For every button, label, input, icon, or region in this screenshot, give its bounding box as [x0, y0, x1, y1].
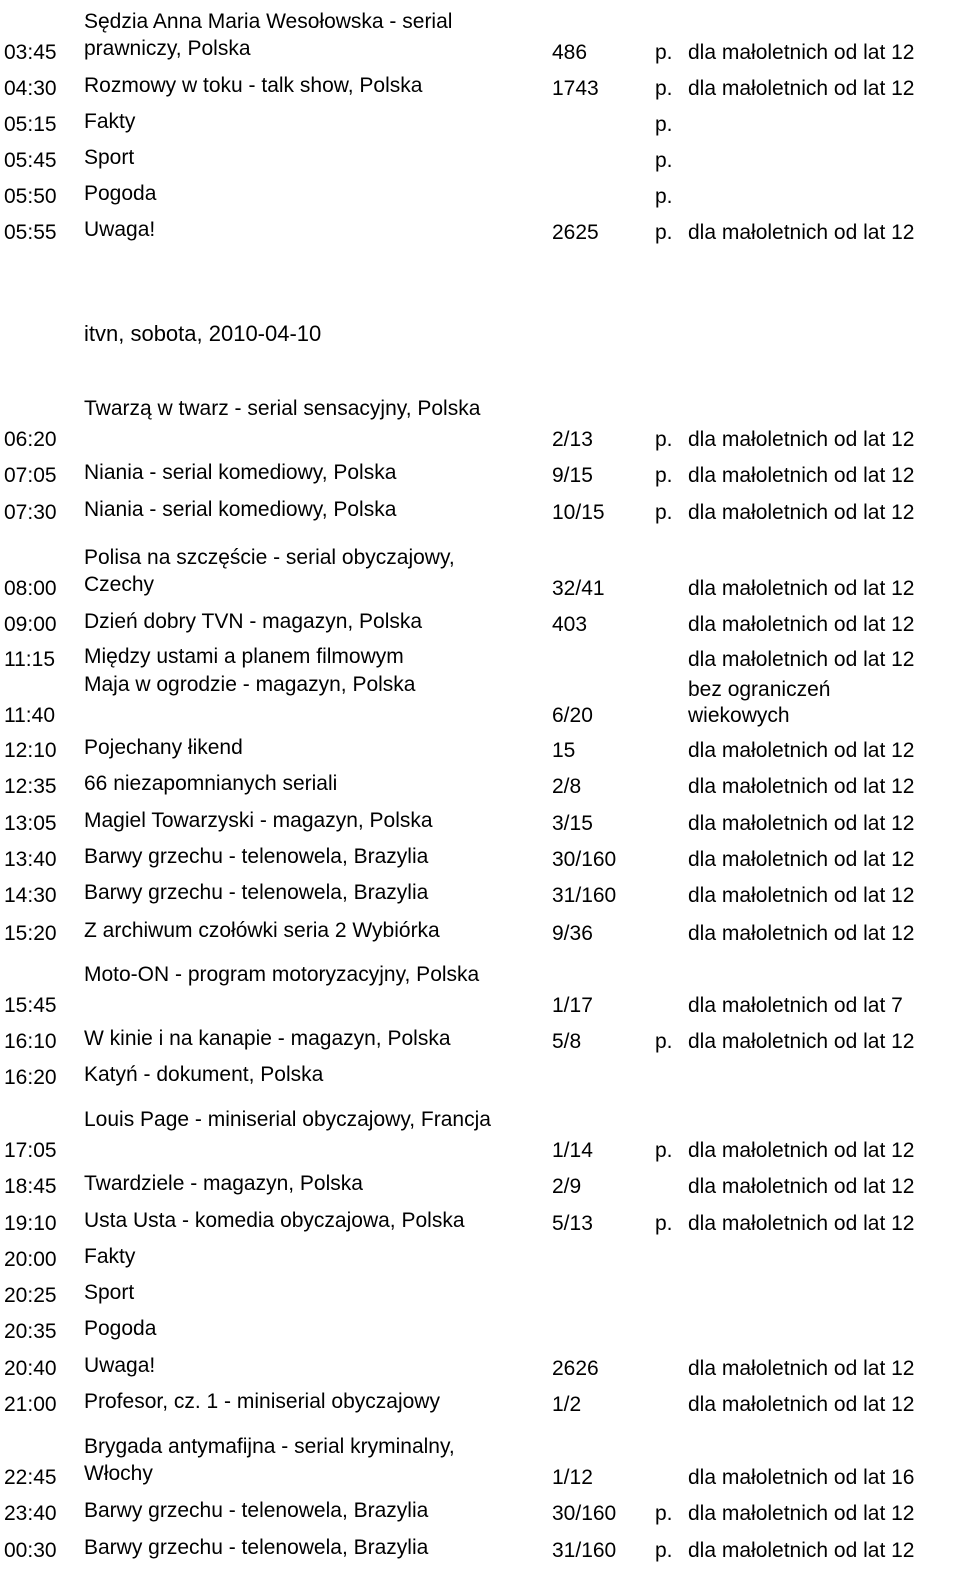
- episode-number: 5/8: [552, 1030, 582, 1053]
- episode-number: 32/41: [552, 577, 605, 600]
- age-rating: dla małoletnich od lat 12: [688, 922, 915, 945]
- episode-number: 6/20: [552, 704, 593, 727]
- program-title: Katyń - dokument, Polska: [84, 1063, 324, 1086]
- schedule-row: [0, 72, 960, 102]
- age-rating: dla małoletnich od lat 12: [688, 1139, 915, 1162]
- age-rating: dla małoletnich od lat 12: [688, 613, 915, 636]
- age-rating: dla małoletnich od lat 16: [688, 1466, 915, 1489]
- program-title: Niania - serial komediowy, Polska: [84, 498, 397, 521]
- age-rating: dla małoletnich od lat 12: [688, 812, 915, 835]
- schedule-row: [0, 395, 960, 453]
- program-title: Pojechany łikend: [84, 736, 243, 759]
- episode-number: 1/2: [552, 1393, 582, 1416]
- schedule-row: [0, 961, 960, 1019]
- program-time: 04:30: [4, 77, 57, 100]
- age-rating: dla małoletnich od lat 12: [688, 648, 915, 671]
- program-time: 05:50: [4, 185, 57, 208]
- program-time: 14:30: [4, 884, 57, 907]
- episode-number: 1/12: [552, 1466, 593, 1489]
- program-time: 07:30: [4, 501, 57, 524]
- age-rating: dla małoletnich od lat 12: [688, 1357, 915, 1380]
- program-time: 08:00: [4, 577, 57, 600]
- schedule-row: [0, 1170, 960, 1200]
- schedule-row: [0, 1352, 960, 1382]
- program-title: Maja w ogrodzie - magazyn, Polska: [84, 673, 416, 696]
- program-time: 00:30: [4, 1539, 57, 1562]
- program-time: 05:45: [4, 149, 57, 172]
- program-title: Uwaga!: [84, 1354, 156, 1377]
- program-title: Louis Page - miniserial obyczajowy, Francja: [84, 1108, 491, 1131]
- program-time: 20:25: [4, 1284, 57, 1307]
- program-time: 13:05: [4, 812, 57, 835]
- program-title: Fakty: [84, 110, 136, 133]
- schedule-row: [0, 608, 960, 638]
- age-rating: bez ograniczeń wiekowych: [688, 678, 831, 727]
- program-time: 20:00: [4, 1248, 57, 1271]
- schedule-row: [0, 180, 960, 210]
- program-time: 07:05: [4, 464, 57, 487]
- episode-number: 1743: [552, 77, 599, 100]
- episode-number: 5/13: [552, 1212, 593, 1235]
- episode-number: 9/36: [552, 922, 593, 945]
- channel-heading: itvn, sobota, 2010-04-10: [84, 321, 322, 346]
- program-time: 21:00: [4, 1393, 57, 1416]
- program-time: 22:45: [4, 1466, 57, 1489]
- premiere-marker: p.: [655, 501, 673, 524]
- schedule-row: [0, 544, 960, 602]
- episode-number: 2625: [552, 221, 599, 244]
- program-time: 16:10: [4, 1030, 57, 1053]
- schedule-row: [0, 144, 960, 174]
- program-title: Barwy grzechu - telenowela, Brazylia: [84, 845, 429, 868]
- episode-number: 31/160: [552, 884, 617, 907]
- program-title: Niania - serial komediowy, Polska: [84, 461, 397, 484]
- schedule-row: [0, 643, 960, 673]
- schedule-row: [0, 1433, 960, 1491]
- premiere-marker: p.: [655, 428, 673, 451]
- schedule-row: [0, 459, 960, 489]
- program-title: Magiel Towarzyski - magazyn, Polska: [84, 809, 433, 832]
- program-title: Moto-ON - program motoryzacyjny, Polska: [84, 963, 480, 986]
- program-time: 20:35: [4, 1320, 57, 1343]
- program-time: 11:15: [4, 648, 55, 671]
- schedule-row: [0, 807, 960, 837]
- episode-number: 403: [552, 613, 588, 636]
- program-time: 05:55: [4, 221, 57, 244]
- episode-number: 31/160: [552, 1539, 617, 1562]
- program-title: W kinie i na kanapie - magazyn, Polska: [84, 1027, 451, 1050]
- schedule-row: [0, 1106, 960, 1164]
- episode-number: 10/15: [552, 501, 605, 524]
- age-rating: dla małoletnich od lat 12: [688, 464, 915, 487]
- program-time: 20:40: [4, 1357, 57, 1380]
- premiere-marker: p.: [655, 1539, 673, 1562]
- program-time: 17:05: [4, 1139, 57, 1162]
- age-rating: dla małoletnich od lat 12: [688, 221, 915, 244]
- age-rating: dla małoletnich od lat 12: [688, 1030, 915, 1053]
- program-title: Fakty: [84, 1245, 136, 1268]
- age-rating: dla małoletnich od lat 12: [688, 775, 915, 798]
- schedule-row: [0, 1534, 960, 1564]
- episode-number: 2/8: [552, 775, 582, 798]
- age-rating: dla małoletnich od lat 12: [688, 501, 915, 524]
- episode-number: 1/14: [552, 1139, 593, 1162]
- premiere-marker: p.: [655, 149, 673, 172]
- program-title: Sport: [84, 146, 135, 169]
- program-time: 06:20: [4, 428, 57, 451]
- episode-number: 2/13: [552, 428, 593, 451]
- premiere-marker: p.: [655, 464, 673, 487]
- schedule-row: [0, 1025, 960, 1055]
- premiere-marker: p.: [655, 1030, 673, 1053]
- program-title: Dzień dobry TVN - magazyn, Polska: [84, 610, 423, 633]
- schedule-row: [0, 1388, 960, 1418]
- program-title: Barwy grzechu - telenowela, Brazylia: [84, 881, 429, 904]
- program-title: Brygada antymafijna - serial kryminalny, Włochy: [84, 1435, 455, 1485]
- schedule-row: [0, 770, 960, 800]
- program-time: 09:00: [4, 613, 57, 636]
- program-title: Uwaga!: [84, 218, 156, 241]
- program-time: 11:40: [4, 704, 55, 727]
- episode-number: 30/160: [552, 848, 617, 871]
- age-rating: dla małoletnich od lat 12: [688, 77, 915, 100]
- program-title: Rozmowy w toku - talk show, Polska: [84, 74, 423, 97]
- schedule-row: [0, 1061, 960, 1091]
- program-title: Barwy grzechu - telenowela, Brazylia: [84, 1536, 429, 1559]
- schedule-row: [0, 843, 960, 873]
- program-time: 12:35: [4, 775, 57, 798]
- program-title: Sędzia Anna Maria Wesołowska - serial prawniczy, Polska: [84, 10, 453, 60]
- premiere-marker: p.: [655, 185, 673, 208]
- episode-number: 15: [552, 739, 576, 762]
- age-rating: dla małoletnich od lat 12: [688, 848, 915, 871]
- schedule-row: [0, 917, 960, 947]
- age-rating: dla małoletnich od lat 12: [688, 577, 915, 600]
- program-time: 23:40: [4, 1502, 57, 1525]
- age-rating: dla małoletnich od lat 12: [688, 41, 915, 64]
- premiere-marker: p.: [655, 1139, 673, 1162]
- program-title: Twarzą w twarz - serial sensacyjny, Polska: [84, 397, 481, 420]
- schedule-row: [0, 734, 960, 764]
- program-title: Pogoda: [84, 182, 157, 205]
- schedule-row: [0, 496, 960, 526]
- premiere-marker: p.: [655, 41, 673, 64]
- program-title: Z archiwum czołówki seria 2 Wybiórka: [84, 919, 440, 942]
- age-rating: dla małoletnich od lat 12: [688, 884, 915, 907]
- episode-number: 2626: [552, 1357, 599, 1380]
- age-rating: dla małoletnich od lat 12: [688, 1212, 915, 1235]
- episode-number: 1/17: [552, 994, 593, 1017]
- schedule-row: [0, 1279, 960, 1309]
- program-time: 16:20: [4, 1066, 57, 1089]
- age-rating: dla małoletnich od lat 12: [688, 428, 915, 451]
- episode-number: 486: [552, 41, 588, 64]
- program-title: 66 niezapomnianych seriali: [84, 772, 338, 795]
- episode-number: 2/9: [552, 1175, 582, 1198]
- episode-number: 9/15: [552, 464, 593, 487]
- premiere-marker: p.: [655, 1212, 673, 1235]
- schedule-row: [0, 8, 960, 66]
- program-time: 15:45: [4, 994, 57, 1017]
- age-rating: dla małoletnich od lat 12: [688, 1502, 915, 1525]
- program-time: 12:10: [4, 739, 57, 762]
- program-time: 03:45: [4, 41, 57, 64]
- schedule-row: [0, 879, 960, 909]
- schedule-row: [0, 671, 960, 729]
- program-title: Usta Usta - komedia obyczajowa, Polska: [84, 1209, 465, 1232]
- schedule-row: [0, 216, 960, 246]
- premiere-marker: p.: [655, 221, 673, 244]
- program-title: Pogoda: [84, 1317, 157, 1340]
- program-time: 15:20: [4, 922, 57, 945]
- program-time: 19:10: [4, 1212, 57, 1235]
- program-title: Sport: [84, 1281, 135, 1304]
- program-title: Profesor, cz. 1 - miniserial obyczajowy: [84, 1390, 440, 1413]
- program-time: 18:45: [4, 1175, 57, 1198]
- program-time: 05:15: [4, 113, 57, 136]
- premiere-marker: p.: [655, 113, 673, 136]
- age-rating: dla małoletnich od lat 12: [688, 1393, 915, 1416]
- schedule-row: [0, 108, 960, 138]
- program-title: Między ustami a planem filmowym: [84, 645, 404, 668]
- premiere-marker: p.: [655, 1502, 673, 1525]
- schedule-row: [0, 1207, 960, 1237]
- program-time: 13:40: [4, 848, 57, 871]
- age-rating: dla małoletnich od lat 12: [688, 739, 915, 762]
- premiere-marker: p.: [655, 77, 673, 100]
- schedule-row: [0, 1243, 960, 1273]
- episode-number: 3/15: [552, 812, 593, 835]
- age-rating: dla małoletnich od lat 12: [688, 1539, 915, 1562]
- schedule-row: [0, 1497, 960, 1527]
- episode-number: 30/160: [552, 1502, 617, 1525]
- program-title: Barwy grzechu - telenowela, Brazylia: [84, 1499, 429, 1522]
- schedule-row: [0, 1315, 960, 1345]
- age-rating: dla małoletnich od lat 12: [688, 1175, 915, 1198]
- program-title: Polisa na szczęście - serial obyczajowy, Czechy: [84, 546, 455, 596]
- age-rating: dla małoletnich od lat 7: [688, 994, 903, 1017]
- program-title: Twardziele - magazyn, Polska: [84, 1172, 363, 1195]
